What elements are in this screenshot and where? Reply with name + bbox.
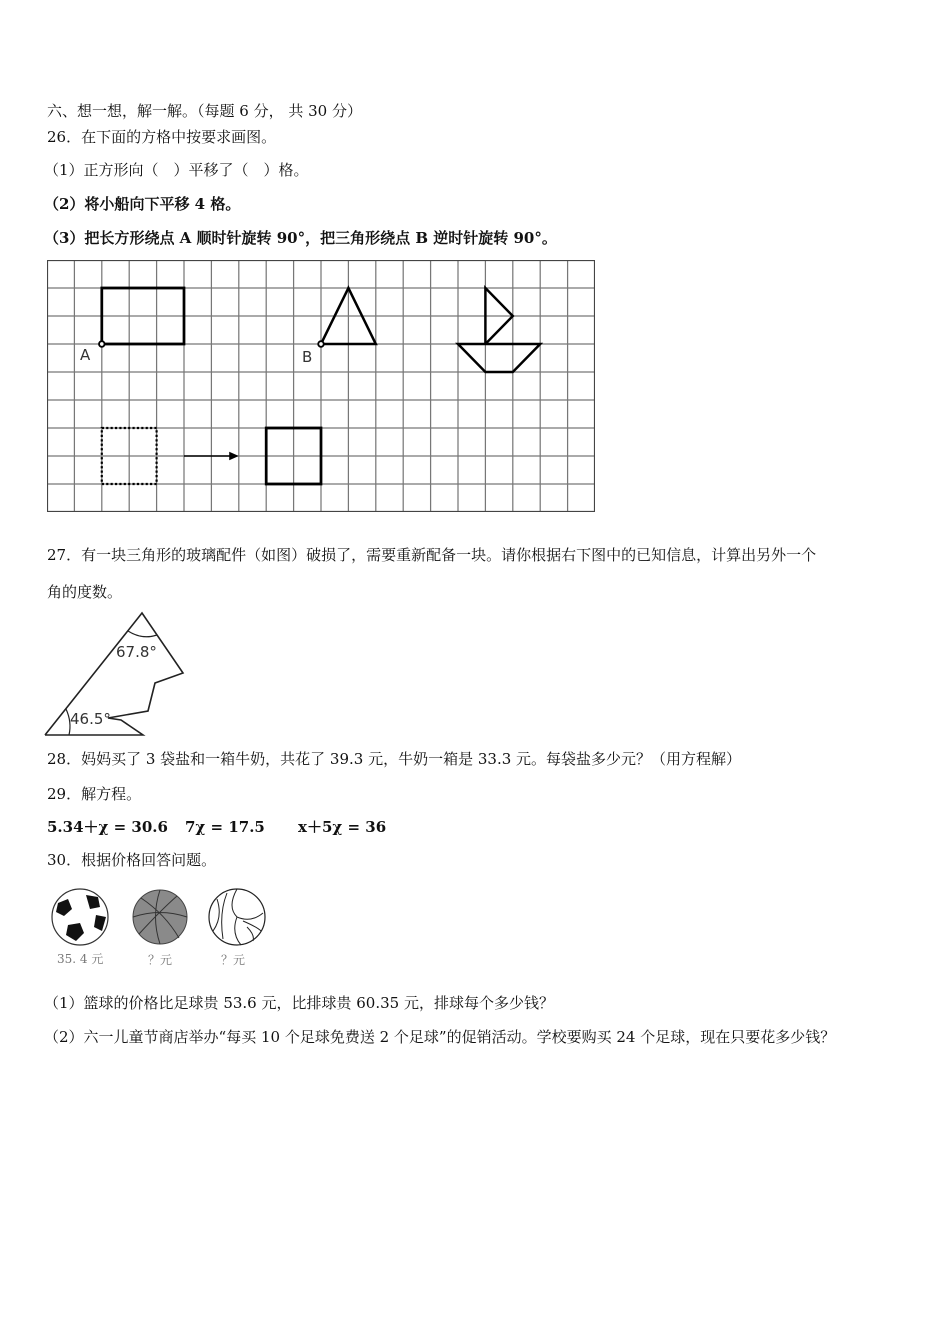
question-27-line-1: 27．有一块三角形的玻璃配件（如图）破损了，需要重新配备一块。请你根据右下图中的已知信息，计算出另外一个 [47, 546, 817, 564]
volleyball-price: ？元 [221, 953, 246, 967]
point-b-label: B [302, 348, 313, 366]
arrow-head [229, 452, 239, 460]
question-27-line-2: 角的度数。 [47, 583, 123, 601]
basketball-image [131, 888, 189, 946]
point-b-marker [318, 341, 323, 347]
angle-label-top: 67.8° [116, 643, 157, 661]
broken-triangle-figure [44, 610, 189, 738]
point-a-marker [99, 341, 104, 347]
question-26-part-1: （1）正方形向（ ）平移了（ ）格。 [44, 161, 309, 179]
football-price: 35. 4 元 [57, 952, 104, 966]
angle-label-bottom: 46.5° [70, 710, 111, 728]
question-28: 28．妈妈买了 3 袋盐和一箱牛奶，共花了 39.3 元，牛奶一箱是 33.3 元。每袋盐多少元？（用方程解） [47, 750, 742, 768]
point-a-label: A [80, 346, 91, 364]
question-26-part-3: （3）把长方形绕点 A 顺时针旋转 90°，把三角形绕点 B 逆时针旋转 90°。 [44, 229, 557, 247]
question-29-title: 29．解方程。 [47, 785, 142, 803]
question-26-title: 26．在下面的方格中按要求画图。 [47, 128, 277, 146]
question-30-part-2: （2）六一儿童节商店举办“每买 10 个足球免费送 2 个足球”的促销活动。学校要购买 24 个足球，现在只要花多少钱？ [44, 1028, 836, 1046]
question-30-title: 30．根据价格回答问题。 [47, 851, 217, 869]
equation-3: x＋5χ = 36 [298, 818, 387, 836]
basketball-price: ？元 [148, 953, 173, 967]
drawing-grid [47, 260, 595, 512]
equation-2: 7χ = 17.5 [185, 818, 265, 836]
question-26-part-2: （2）将小船向下平移 4 格。 [44, 195, 241, 213]
volleyball-image [207, 887, 267, 947]
equation-1: 5.34＋χ = 30.6 [47, 818, 168, 836]
football-image [50, 887, 110, 947]
question-30-part-1: （1）篮球的价格比足球贵 53.6 元，比排球贵 60.35 元，排球每个多少钱？ [44, 994, 554, 1012]
boat-shape [458, 288, 540, 372]
section-header: 六、想一想，解一解。（每题 6 分， 共 30 分） [47, 102, 362, 120]
